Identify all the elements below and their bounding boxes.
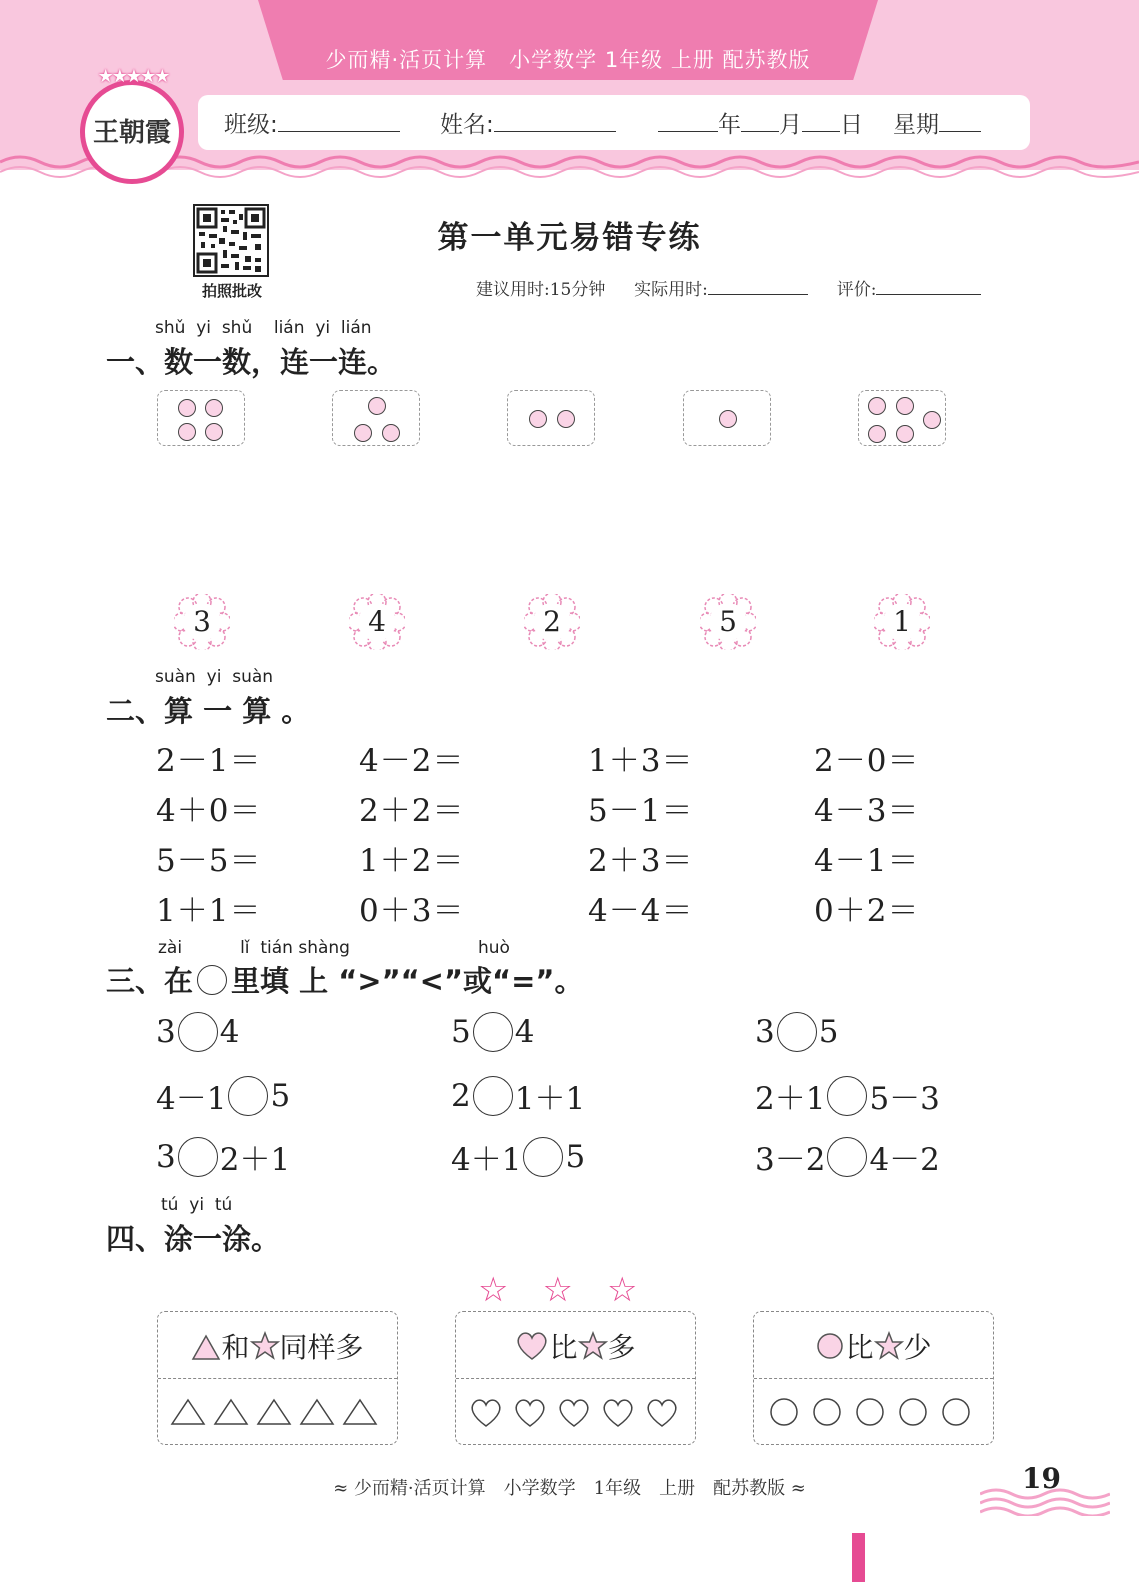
equation[interactable]: 4－2＝ xyxy=(359,743,465,779)
equation[interactable]: 2－1＝ xyxy=(156,743,262,779)
dot xyxy=(354,424,372,442)
heart-icon xyxy=(648,1400,676,1426)
triangle-icon xyxy=(191,1333,221,1361)
name-label: 姓名: xyxy=(440,112,494,138)
triangle-icon xyxy=(344,1400,376,1424)
equation[interactable]: 1＋1＝ xyxy=(156,893,262,929)
evaluation-label: 评价: xyxy=(836,280,877,300)
evaluation-blank[interactable] xyxy=(876,278,981,295)
page-number: 19 xyxy=(1022,1462,1061,1495)
answer-circle[interactable] xyxy=(827,1076,867,1116)
compare-item[interactable]: 3 4 xyxy=(156,1014,240,1050)
year-label: 年 xyxy=(718,112,741,138)
dot xyxy=(178,423,196,441)
heart-icon xyxy=(472,1400,500,1426)
equation[interactable]: 2＋2＝ xyxy=(359,793,465,829)
dot xyxy=(529,410,547,428)
compare-item[interactable]: 3 2＋1 xyxy=(156,1138,291,1178)
footer-text: ≈ 少而精·活页计算 小学数学 1年级 上册 配苏教版 ≈ xyxy=(333,1478,806,1499)
compare-item[interactable]: 4－1 5 xyxy=(156,1077,291,1117)
answer-circle[interactable] xyxy=(523,1137,563,1177)
equation[interactable]: 4－3＝ xyxy=(814,793,920,829)
class-field[interactable] xyxy=(224,106,400,139)
section4-pinyin: tú yi tú xyxy=(161,1195,233,1215)
month-label: 月 xyxy=(779,112,802,138)
answer-circle[interactable] xyxy=(178,1137,218,1177)
coloring-box[interactable] xyxy=(157,1311,398,1445)
coloring-instruction: 比 多 xyxy=(456,1326,695,1366)
compare-item[interactable]: 3－2 4－2 xyxy=(755,1134,940,1179)
triangle-row[interactable] xyxy=(158,1394,397,1434)
dot-box[interactable] xyxy=(683,390,771,446)
equation[interactable]: 2－0＝ xyxy=(814,743,920,779)
dot xyxy=(557,410,575,428)
section4-title: 四、涂一涂。 xyxy=(106,1222,281,1256)
actual-time-label: 实际用时: xyxy=(634,280,708,300)
equation[interactable]: 1＋3＝ xyxy=(588,743,694,779)
number-flower[interactable] xyxy=(700,594,756,650)
dot-box[interactable] xyxy=(332,390,420,446)
flower-number: 1 xyxy=(893,605,911,638)
coloring-instruction: 和 同样多 xyxy=(158,1326,397,1366)
page-marker xyxy=(852,1533,865,1582)
class-label: 班级: xyxy=(224,112,278,138)
equation[interactable]: 0＋2＝ xyxy=(814,893,920,929)
answer-circle[interactable] xyxy=(473,1012,513,1052)
equation[interactable]: 5－5＝ xyxy=(156,843,262,879)
book-title: 少而精·活页计算 小学数学 1年级 上册 配苏教版 xyxy=(325,48,811,72)
circle-icon xyxy=(814,1399,840,1425)
section2-pinyin: suàn yi suàn xyxy=(155,667,274,687)
dot xyxy=(719,410,737,428)
heart-icon xyxy=(604,1400,632,1426)
coloring-box[interactable] xyxy=(455,1311,696,1445)
answer-circle[interactable] xyxy=(228,1076,268,1116)
dot xyxy=(178,399,196,417)
heart-icon xyxy=(515,1330,549,1362)
heart-row[interactable] xyxy=(456,1394,695,1434)
flower-number: 2 xyxy=(543,605,561,638)
section1-title: 一、数一数，连一连。 xyxy=(106,345,397,379)
star-icon xyxy=(250,1331,280,1361)
star-row: ☆ ☆ ☆ xyxy=(478,1270,638,1310)
date-field[interactable] xyxy=(658,106,981,139)
compare-item[interactable]: 5 4 xyxy=(451,1014,535,1050)
section1-pinyin: shǔ yi shǔ lián yi lián xyxy=(155,318,372,338)
equation[interactable]: 4－1＝ xyxy=(814,843,920,879)
flower-number: 4 xyxy=(368,605,386,638)
heart-icon xyxy=(516,1400,544,1426)
timing-row xyxy=(476,275,981,300)
answer-circle[interactable] xyxy=(777,1012,817,1052)
number-flower[interactable] xyxy=(524,594,580,650)
star-icon xyxy=(874,1331,904,1361)
actual-time-blank[interactable] xyxy=(708,278,808,295)
flower-number: 3 xyxy=(193,605,211,638)
heart-icon xyxy=(560,1400,588,1426)
logo-text: 王朝霞 xyxy=(92,118,171,148)
equation[interactable]: 0＋3＝ xyxy=(359,893,465,929)
qr-label: 拍照批改 xyxy=(201,282,262,300)
compare-item[interactable]: 2＋1 5－3 xyxy=(755,1073,940,1118)
dot-box[interactable] xyxy=(858,390,946,446)
number-flower[interactable] xyxy=(874,594,930,650)
box-divider xyxy=(754,1378,993,1379)
dot xyxy=(896,425,914,443)
answer-circle[interactable] xyxy=(178,1012,218,1052)
box-divider xyxy=(158,1378,397,1379)
flower-number: 5 xyxy=(719,605,737,638)
answer-circle[interactable] xyxy=(827,1137,867,1177)
section2-title: 二、算 一 算 。 xyxy=(106,694,311,728)
circle-icon xyxy=(900,1399,926,1425)
star-icon xyxy=(578,1331,608,1361)
triangle-icon xyxy=(301,1400,333,1424)
logo-stars: ★★★★★ xyxy=(97,66,169,87)
dot xyxy=(205,423,223,441)
compare-item[interactable]: 3 5 xyxy=(755,1014,839,1050)
equation[interactable]: 2＋3＝ xyxy=(588,843,694,879)
dot xyxy=(205,399,223,417)
triangle-icon xyxy=(215,1400,247,1424)
section3-title: 三、在 里填 上 “>”“<”或“=”。 xyxy=(106,964,584,998)
number-flower[interactable] xyxy=(349,594,405,650)
day-label: 日 xyxy=(840,112,863,138)
dot-box[interactable] xyxy=(157,390,245,446)
compare-item[interactable]: 2 1＋1 xyxy=(451,1077,586,1117)
dot xyxy=(368,397,386,415)
section3-pinyin: zài lǐ tián shàng huò xyxy=(158,938,510,958)
dot xyxy=(868,425,886,443)
coloring-box[interactable] xyxy=(753,1311,994,1445)
page-title: 第一单元易错专练 xyxy=(437,220,702,256)
box-divider xyxy=(456,1378,695,1379)
dot xyxy=(868,397,886,415)
name-field[interactable] xyxy=(440,106,616,139)
equation[interactable]: 4＋0＝ xyxy=(156,793,262,829)
equation[interactable]: 5－1＝ xyxy=(588,793,694,829)
dot xyxy=(896,397,914,415)
circle-icon xyxy=(857,1399,883,1425)
circle-icon xyxy=(943,1399,969,1425)
circle-icon xyxy=(771,1399,797,1425)
circle-row[interactable] xyxy=(754,1394,993,1434)
coloring-instruction: 比 少 xyxy=(754,1326,993,1366)
number-flower[interactable] xyxy=(174,594,230,650)
suggested-time: 建议用时:15分钟 xyxy=(476,280,606,300)
dot-box[interactable] xyxy=(507,390,595,446)
dot xyxy=(923,411,941,429)
triangle-icon xyxy=(172,1400,204,1424)
compare-item[interactable]: 4＋1 5 xyxy=(451,1138,586,1178)
equation[interactable]: 4－4＝ xyxy=(588,893,694,929)
circle-icon xyxy=(197,965,227,995)
answer-circle[interactable] xyxy=(473,1076,513,1116)
equation[interactable]: 1＋2＝ xyxy=(359,843,465,879)
circle-icon xyxy=(815,1331,845,1361)
dot xyxy=(382,424,400,442)
triangle-icon xyxy=(258,1400,290,1424)
weekday-label: 星期 xyxy=(893,112,939,138)
